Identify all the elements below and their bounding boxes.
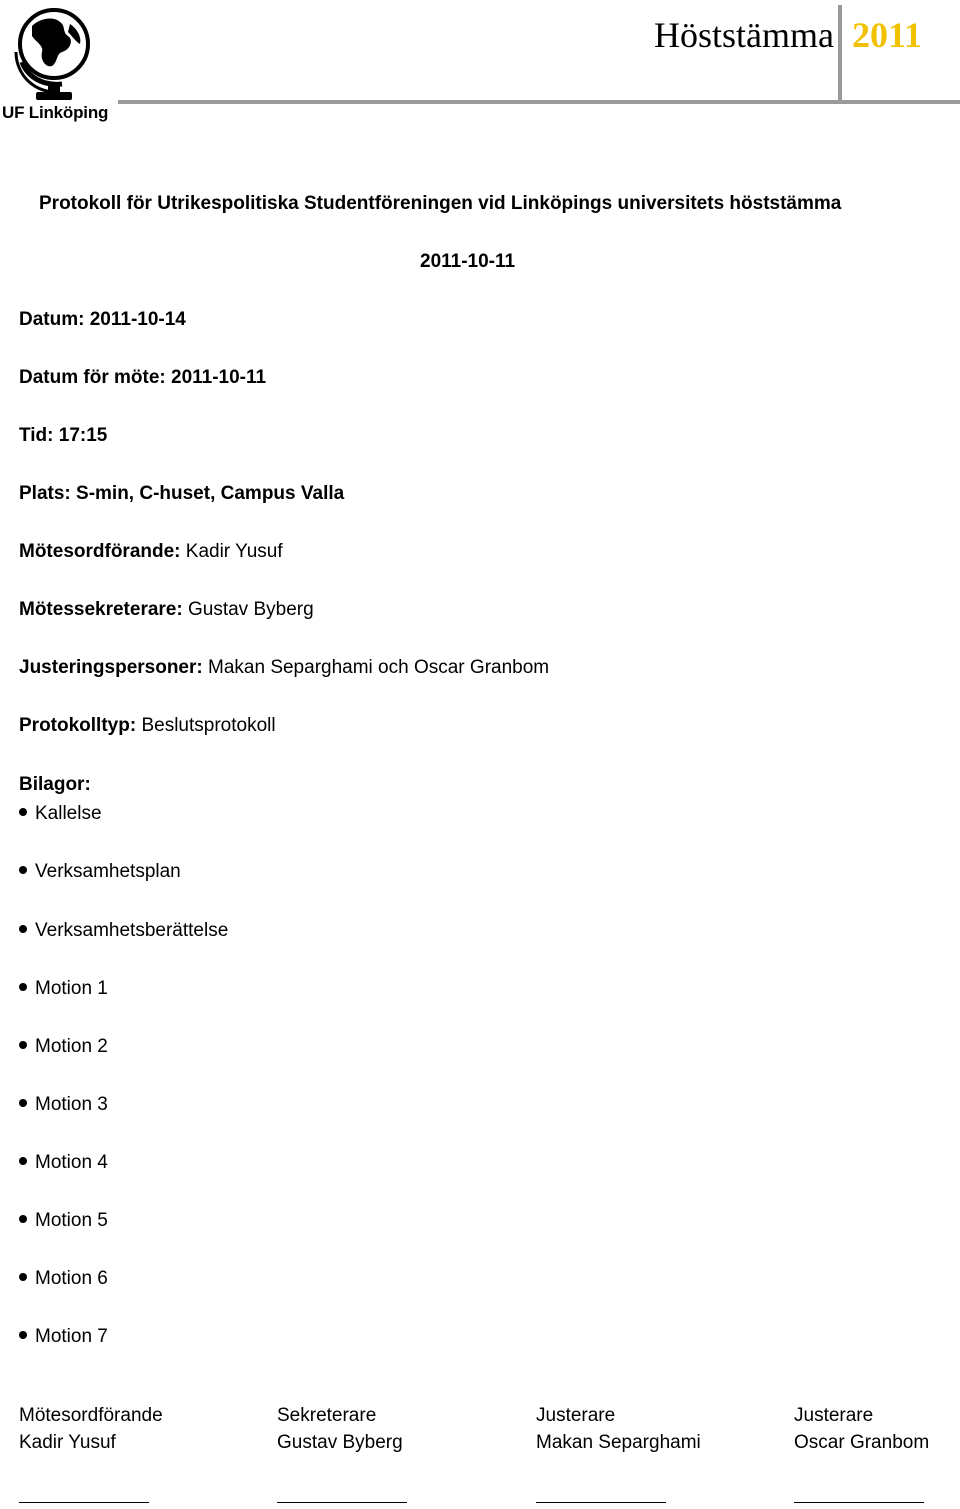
datum-line: Datum: 2011-10-14: [19, 309, 186, 330]
signature-name: Makan Separghami: [536, 1432, 701, 1453]
bullet-icon: [19, 1331, 27, 1339]
list-item: Kallelse: [19, 803, 102, 825]
signature-block: [19, 1402, 163, 1456]
list-item: Motion 6: [19, 1268, 108, 1290]
signature-role: Justerare: [536, 1405, 616, 1426]
signature-line: [536, 1502, 666, 1503]
datum-mote-line: Datum för möte: 2011-10-11: [19, 367, 267, 388]
bullet-icon: [19, 925, 27, 933]
list-item: Motion 5: [19, 1210, 108, 1232]
logo-text: UF Linköping: [2, 103, 109, 122]
list-item: Motion 7: [19, 1326, 108, 1348]
motesordforande-line: Mötesordförande: Kadir Yusuf: [19, 541, 283, 562]
globe-icon: [10, 2, 100, 102]
bullet-icon: [19, 1215, 27, 1223]
bullet-icon: [19, 1099, 27, 1107]
list-item: Verksamhetsplan: [19, 861, 181, 883]
list-item: Motion 4: [19, 1152, 108, 1174]
list-item: Verksamhetsberättelse: [19, 920, 228, 942]
justeringspersoner-line: Justeringspersoner: Makan Separghami och Oscar Granbom: [19, 657, 550, 678]
signature-block: [277, 1402, 403, 1456]
signature-block: [794, 1402, 929, 1456]
logo: [0, 0, 118, 128]
tid-line: Tid: 17:15: [19, 425, 108, 446]
signature-line: [277, 1502, 407, 1503]
signature-block: [536, 1402, 701, 1456]
bullet-icon: [19, 1273, 27, 1281]
motessekreterare-line: Mötessekreterare: Gustav Byberg: [19, 599, 314, 620]
list-item: Motion 1: [19, 978, 108, 1000]
bullet-icon: [19, 983, 27, 991]
signature-name: Gustav Byberg: [277, 1432, 403, 1453]
bullet-icon: [19, 866, 27, 874]
signature-role: Sekreterare: [277, 1405, 377, 1426]
signature-line: [794, 1502, 924, 1503]
header-rule: [118, 100, 960, 104]
signature-name: Kadir Yusuf: [19, 1432, 116, 1453]
signature-name: Oscar Granbom: [794, 1432, 930, 1453]
plats-line: Plats: S-min, C-huset, Campus Valla: [19, 483, 345, 504]
bullet-icon: [19, 1157, 27, 1165]
document-title: Protokoll för Utrikespolitiska Studentföreningen vid Linköpings universitets höststämma: [39, 193, 842, 214]
signature-role: Justerare: [794, 1405, 874, 1426]
signature-line: [19, 1502, 149, 1503]
header-title: Höststämma: [654, 15, 834, 55]
signature-role: Mötesordförande: [19, 1405, 163, 1426]
list-item: Motion 2: [19, 1036, 108, 1058]
bullet-icon: [19, 808, 27, 816]
meeting-date: 2011-10-11: [420, 251, 516, 272]
list-item: Motion 3: [19, 1094, 108, 1116]
header-divider: [838, 5, 842, 101]
bilagor-heading: Bilagor:: [19, 774, 91, 795]
bullet-icon: [19, 1041, 27, 1049]
protokolltyp-line: Protokolltyp: Beslutsprotokoll: [19, 715, 276, 736]
header-year: 2011: [852, 15, 923, 55]
